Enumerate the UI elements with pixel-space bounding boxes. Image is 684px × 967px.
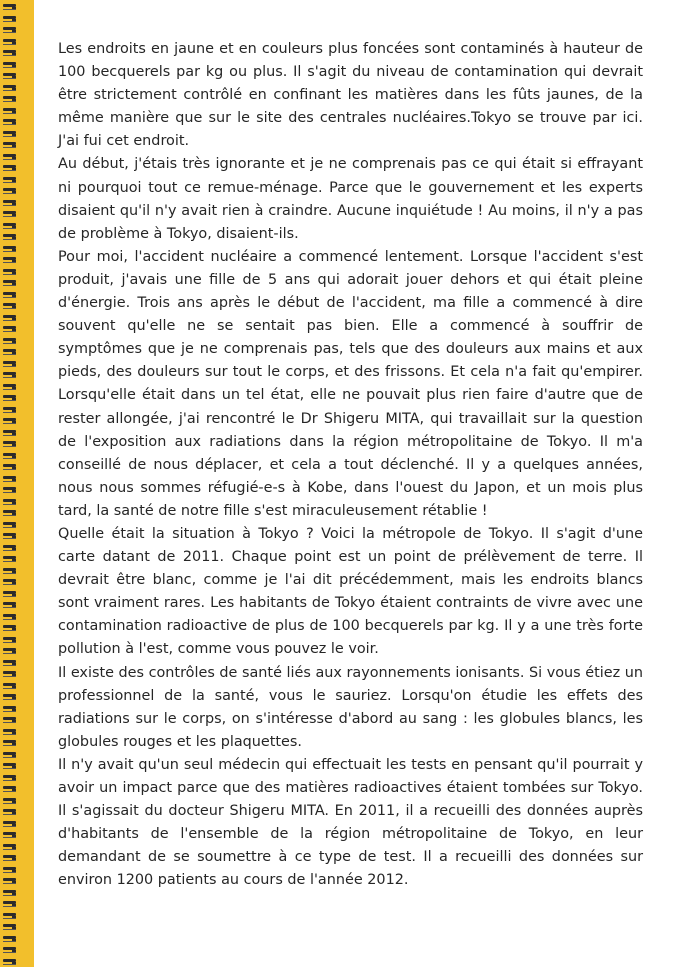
binding-ring-icon [3, 154, 16, 157]
binding-ring-icon [3, 821, 16, 824]
binding-ring-icon [3, 510, 16, 513]
binding-ring-icon [3, 855, 16, 858]
binding-ring-icon [3, 303, 16, 306]
binding-ring-icon [3, 476, 16, 479]
binding-ring-icon [3, 867, 16, 870]
binding-ring-icon [3, 372, 16, 375]
binding-ring-icon [3, 614, 16, 617]
binding-ring-icon [3, 924, 16, 927]
binding-ring-icon [3, 16, 16, 19]
paragraph-doctor-mita: Il n'y avait qu'un seul médecin qui effectuait les tests en pensant qu'il pourrait y avoir un impact parce que des matières radioactives étaient tombées sur Tokyo. Il s'agissait du docteur Shigeru MITA. En 2011, il a recueilli des données auprès d'habitants de l'ensemble de la région métropolitaine de Tokyo, en leur demandant de se soumettre à ce type de test. Il a recueilli des données sur environ 1200 patients au cours de l'année 2012. [58, 756, 643, 889]
binding-ring-icon [3, 959, 16, 962]
binding-ring-icon [3, 292, 16, 295]
binding-ring-icon [3, 890, 16, 893]
binding-ring-icon [3, 717, 16, 720]
binding-ring-icon [3, 637, 16, 640]
binding-ring-icon [3, 62, 16, 65]
binding-ring-icon [3, 740, 16, 743]
binding-ring-icon [3, 338, 16, 341]
binding-ring-icon [3, 625, 16, 628]
binding-ring-icon [3, 315, 16, 318]
binding-ring-icon [3, 901, 16, 904]
binding-ring-icon [3, 775, 16, 778]
binding-ring-icon [3, 349, 16, 352]
spiral-binding [0, 0, 34, 967]
binding-ring-icon [3, 234, 16, 237]
binding-ring-icon [3, 269, 16, 272]
binding-ring-icon [3, 694, 16, 697]
binding-ring-icon [3, 809, 16, 812]
binding-ring-icon [3, 108, 16, 111]
binding-ring-icon [3, 384, 16, 387]
binding-ring-icon [3, 177, 16, 180]
binding-ring-icon [3, 119, 16, 122]
binding-ring-icon [3, 522, 16, 525]
binding-ring-icon [3, 844, 16, 847]
binding-ring-icon [3, 430, 16, 433]
binding-ring-icon [3, 913, 16, 916]
binding-ring-icon [3, 257, 16, 260]
binding-ring-icon [3, 4, 16, 7]
document-page [58, 38, 643, 892]
binding-ring-icon [3, 223, 16, 226]
paragraph-tokyo-situation: Quelle était la situation à Tokyo ? Voici la métropole de Tokyo. Il s'agit d'une carte datant de 2011. Chaque point est un point de prélèvement de terre. Il devrait être blanc, comme je l'ai dit précédemment, mais les endroits blancs sont vraiment rares. Les habitants de Tokyo étaient contraints de vivre avec une contamination radioactive de plus de 100 becquerels par kg. Il y a une très forte pollution à l'est, comme vous pouvez le voir. [58, 525, 643, 658]
paragraph-ignorance: Au début, j'étais très ignorante et je ne comprenais pas ce qui était si effrayant ni pourquoi tout ce remue-ménage. Parce que le gouvernement et les experts disaient qu'il n'y avait rien à craindre. Aucune inquiétude ! Au moins, il n'y a pas de problème à Tokyo, disaient-ils. [58, 156, 643, 242]
binding-ring-icon [3, 832, 16, 835]
binding-ring-icon [3, 142, 16, 145]
binding-ring-icon [3, 763, 16, 766]
binding-ring-icon [3, 165, 16, 168]
binding-ring-icon [3, 706, 16, 709]
binding-ring-icon [3, 786, 16, 789]
binding-ring-icon [3, 441, 16, 444]
paragraph-daughter-health: Pour moi, l'accident nucléaire a commencé lentement. Lorsque l'accident s'est produit, j'avais une fille de 5 ans qui adorait jouer dehors et qui était pleine d'énergie. Trois ans après le début de l'accident, ma fille a commencé à dire souvent qu'elle ne se sentait pas bien. Elle a commencé à souffrir de symptômes que je ne comprenais pas, tels que des douleurs aux mains et aux pieds, des douleurs sur tout le corps, et des frissons. Et cela n'a fait qu'empirer. Lorsqu'elle était dans un tel état, elle ne pouvait plus rien faire d'autre que de rester allongée, j'ai rencontré le Dr Shigeru MITA, qui travaillait sur la question de l'exposition aux radiations dans la région métropolitaine de Tokyo. Il m'a conseillé de nous déplacer, et cela a tout déclenché. Il y a quelques années, nous nous sommes réfugié-e-s à Kobe, dans l'ouest du Japon, et un mois plus tard, la santé de notre fille s'est miraculeusement rétablie ! [58, 248, 643, 519]
binding-ring-icon [3, 464, 16, 467]
binding-ring-icon [3, 936, 16, 939]
binding-ring-icon [3, 878, 16, 881]
paragraph-health-checks: Il existe des contrôles de santé liés aux rayonnements ionisants. Si vous étiez un professionnel de la santé, vous le sauriez. Lorsqu'on étudie les effets des radiations sur le corps, on s'intéresse d'abord au sang : les globules blancs, les globules rouges et les plaquettes. [58, 664, 643, 750]
binding-ring-icon [3, 947, 16, 950]
paragraph-contamination-levels: Les endroits en jaune et en couleurs plus foncées sont contaminés à hauteur de 100 becquerels par kg ou plus. Il s'agit du niveau de contamination qui devrait être strictement contrôlé en confinant les matières dans les fûts jaunes, de la même manière que sur le site des centrales nucléaires.Tokyo se trouve par ici. J'ai fui cet endroit. [58, 41, 643, 150]
binding-ring-icon [3, 200, 16, 203]
binding-ring-icon [3, 798, 16, 801]
binding-ring-icon [3, 246, 16, 249]
binding-ring-icon [3, 533, 16, 536]
binding-ring-icon [3, 50, 16, 53]
binding-ring-icon [3, 326, 16, 329]
binding-ring-icon [3, 85, 16, 88]
binding-ring-icon [3, 591, 16, 594]
binding-ring-icon [3, 752, 16, 755]
binding-ring-icon [3, 487, 16, 490]
binding-ring-icon [3, 499, 16, 502]
binding-ring-icon [3, 453, 16, 456]
binding-ring-icon [3, 73, 16, 76]
binding-ring-icon [3, 671, 16, 674]
binding-ring-icon [3, 407, 16, 410]
binding-ring-icon [3, 648, 16, 651]
binding-ring-icon [3, 39, 16, 42]
binding-ring-icon [3, 361, 16, 364]
binding-ring-icon [3, 188, 16, 191]
binding-ring-icon [3, 579, 16, 582]
binding-ring-icon [3, 418, 16, 421]
binding-ring-icon [3, 280, 16, 283]
binding-ring-icon [3, 729, 16, 732]
binding-ring-icon [3, 131, 16, 134]
binding-ring-icon [3, 568, 16, 571]
binding-ring-icon [3, 211, 16, 214]
binding-ring-icon [3, 556, 16, 559]
binding-ring-icon [3, 27, 16, 30]
binding-ring-icon [3, 96, 16, 99]
binding-ring-icon [3, 683, 16, 686]
binding-ring-icon [3, 545, 16, 548]
binding-ring-icon [3, 602, 16, 605]
binding-ring-icon [3, 395, 16, 398]
binding-ring-icon [3, 660, 16, 663]
